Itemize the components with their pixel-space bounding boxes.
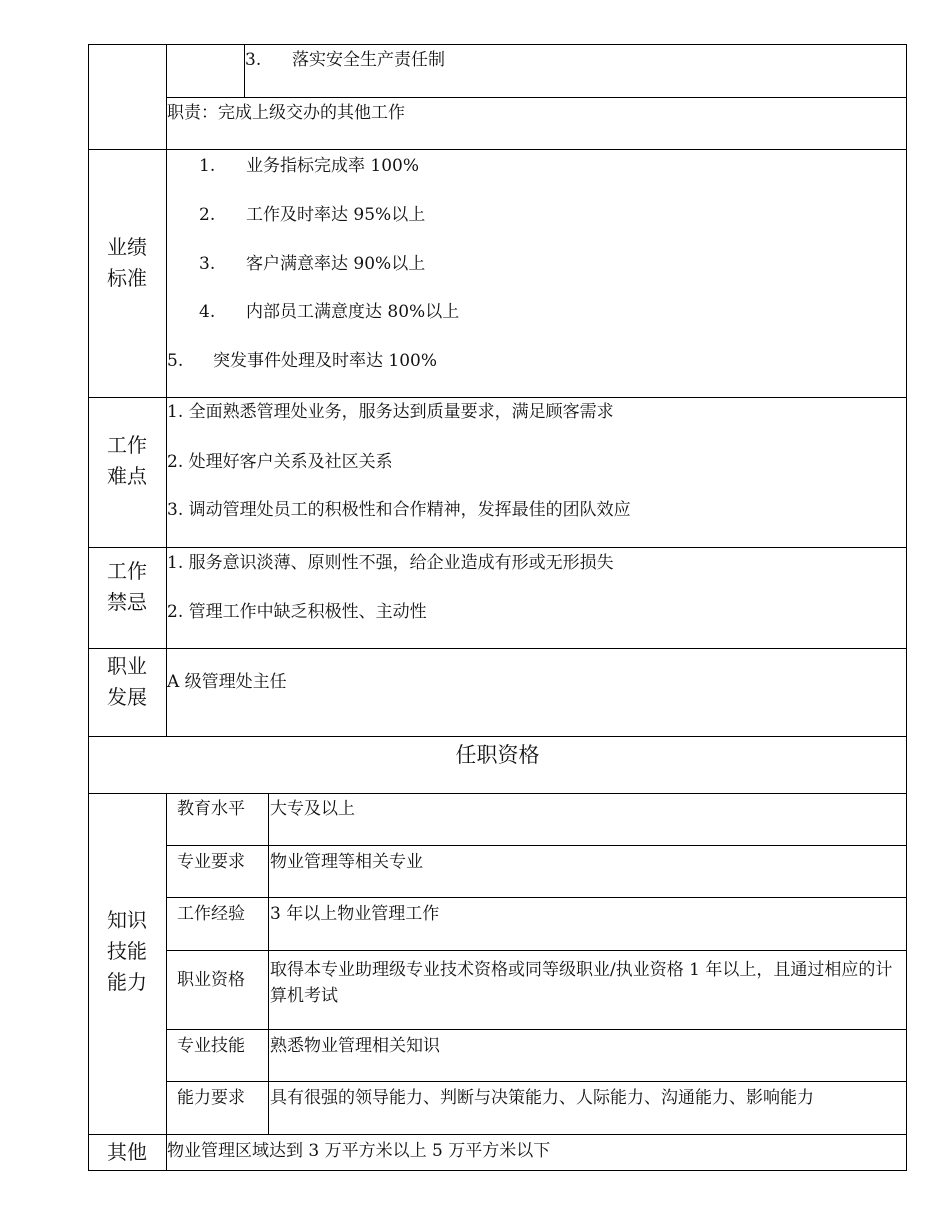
qualification-key: 职业资格 bbox=[177, 970, 245, 990]
difficulties-label: 工作 难点 bbox=[107, 433, 147, 488]
performance-item: 业务指标完成率 100% bbox=[246, 156, 420, 176]
qualification-value: 物业管理等相关专业 bbox=[270, 852, 423, 872]
performance-number: 4. bbox=[199, 302, 216, 322]
performance-number: 2. bbox=[199, 205, 216, 225]
career-label: 职业 发展 bbox=[107, 654, 147, 709]
career-text: A 级管理处主任 bbox=[167, 672, 287, 692]
divider bbox=[88, 547, 907, 548]
duty-text: 落实安全生产责任制 bbox=[292, 50, 445, 70]
performance-item: 突发事件处理及时率达 100% bbox=[213, 351, 438, 371]
qualification-value: 取得本专业助理级专业技术资格或同等级职业/执业资格 1 年以上，且通过相应的计算机考试 bbox=[270, 960, 893, 1006]
taboo-item: 2. 管理工作中缺乏积极性、主动性 bbox=[167, 602, 427, 622]
divider bbox=[166, 793, 167, 1171]
divider bbox=[166, 897, 907, 898]
qualifications-title: 任职资格 bbox=[455, 743, 540, 767]
qualification-value: 3 年以上物业管理工作 bbox=[270, 904, 440, 924]
performance-item: 工作及时率达 95%以上 bbox=[246, 205, 426, 225]
divider bbox=[166, 1029, 907, 1030]
qualification-value: 熟悉物业管理相关知识 bbox=[270, 1036, 440, 1056]
divider bbox=[88, 648, 907, 649]
qualification-key: 专业技能 bbox=[177, 1036, 245, 1056]
duty-number: 3. bbox=[245, 50, 262, 70]
other-label: 其他 bbox=[107, 1140, 147, 1164]
qualification-key: 能力要求 bbox=[177, 1088, 245, 1108]
qualification-value: 具有很强的领导能力、判断与决策能力、人际能力、沟通能力、影响能力 bbox=[270, 1088, 814, 1108]
qualification-value: 大专及以上 bbox=[270, 799, 355, 819]
performance-number: 1. bbox=[199, 156, 216, 176]
performance-item: 客户满意率达 90%以上 bbox=[246, 254, 426, 274]
difficulty-item: 3. 调动管理处员工的积极性和合作精神，发挥最佳的团队效应 bbox=[167, 500, 631, 520]
taboos-label: 工作 禁忌 bbox=[107, 559, 147, 614]
difficulty-item: 2. 处理好客户关系及社区关系 bbox=[167, 452, 393, 472]
divider bbox=[166, 44, 167, 736]
qualifications-label: 知识 技能 能力 bbox=[107, 908, 147, 994]
divider bbox=[166, 97, 907, 98]
performance-number: 3. bbox=[199, 254, 216, 274]
divider bbox=[88, 736, 907, 737]
divider bbox=[166, 845, 907, 846]
performance-number: 5. bbox=[167, 351, 184, 371]
difficulty-item: 1. 全面熟悉管理处业务，服务达到质量要求，满足顾客需求 bbox=[167, 402, 614, 422]
performance-label: 业绩 标准 bbox=[107, 235, 147, 290]
divider bbox=[88, 1134, 907, 1135]
qualification-key: 专业要求 bbox=[177, 852, 245, 872]
qualification-key: 教育水平 bbox=[177, 799, 245, 819]
other-text: 物业管理区域达到 3 万平方米以上 5 万平方米以下 bbox=[167, 1141, 551, 1161]
taboo-item: 1. 服务意识淡薄、原则性不强，给企业造成有形或无形损失 bbox=[167, 553, 614, 573]
performance-item: 内部员工满意度达 80%以上 bbox=[246, 302, 460, 322]
divider bbox=[166, 950, 907, 951]
divider bbox=[268, 793, 269, 1134]
qualification-key: 工作经验 bbox=[177, 904, 245, 924]
divider bbox=[88, 397, 907, 398]
duty-other: 职责：完成上级交办的其他工作 bbox=[167, 103, 405, 123]
divider bbox=[88, 149, 907, 150]
divider bbox=[88, 793, 907, 794]
divider bbox=[166, 1081, 907, 1082]
